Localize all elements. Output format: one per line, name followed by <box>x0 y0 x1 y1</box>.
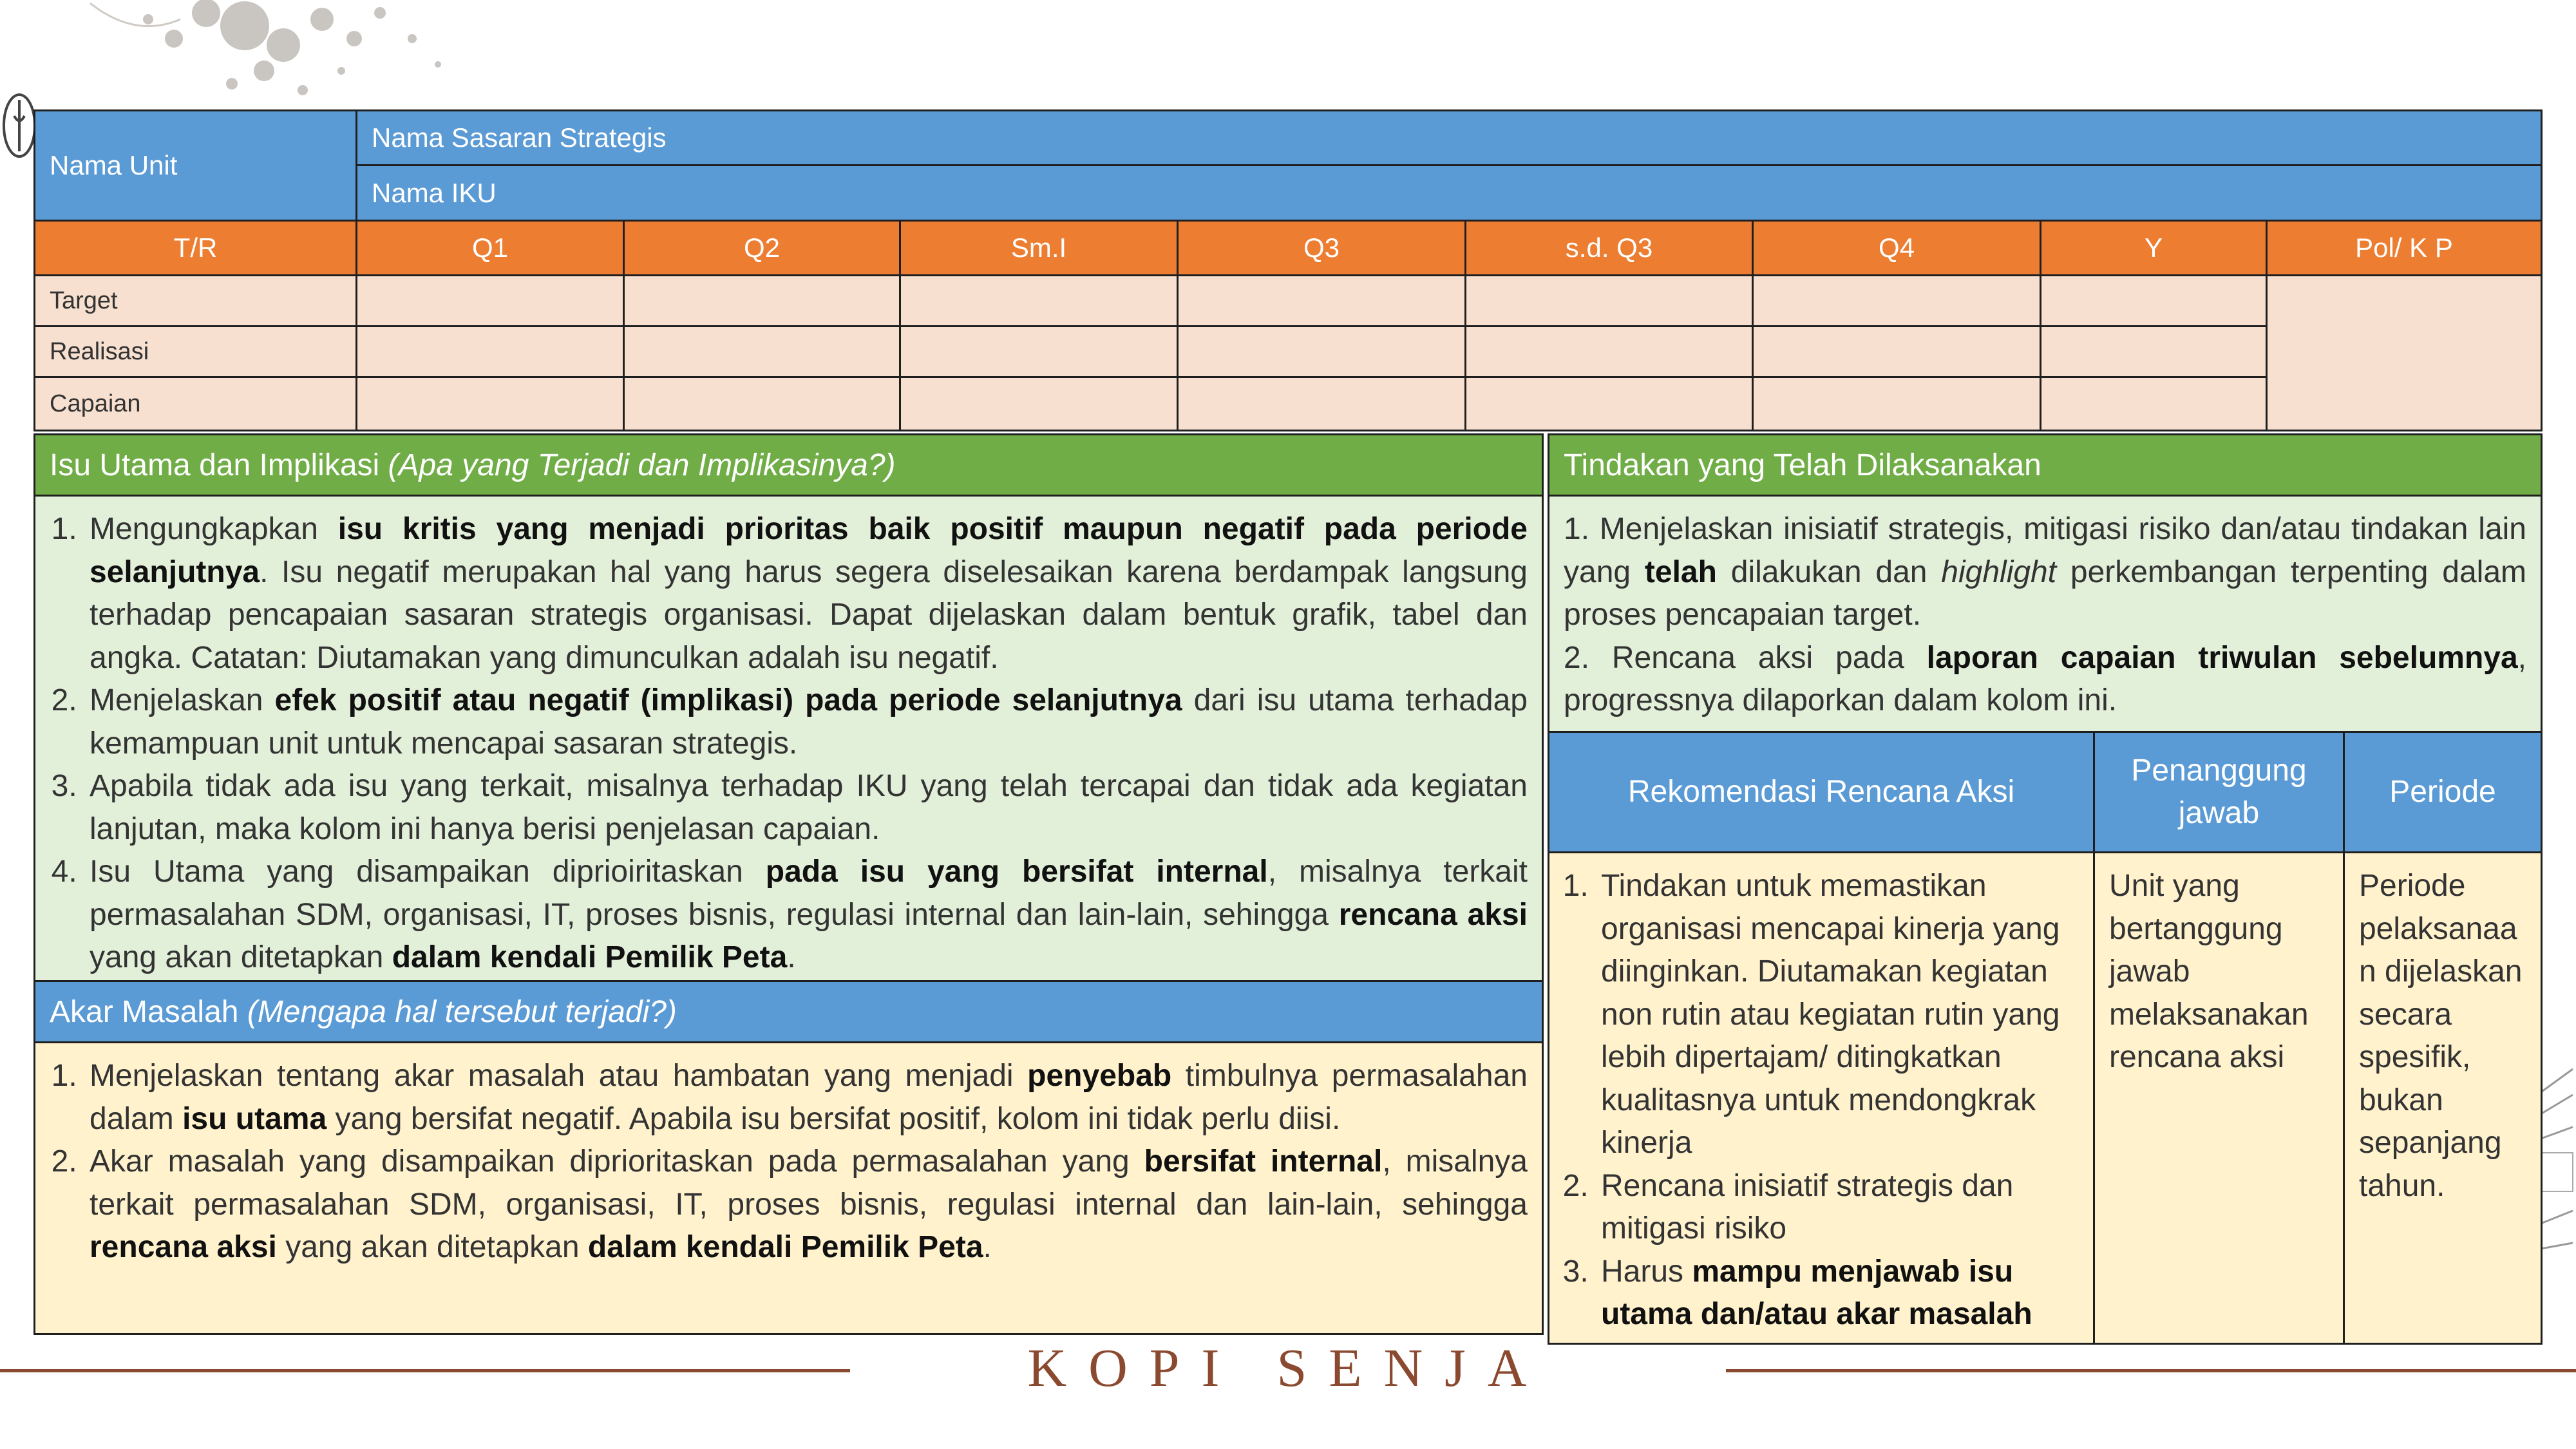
akar-masalah-header <box>33 980 1544 1043</box>
cell-realisasi-q4[interactable] <box>1752 325 2041 378</box>
col-q2: Q2 <box>623 220 901 276</box>
rekomendasi-item-2: 2. Rencana inisiatif strategis dan mitigasi risiko <box>1597 1165 2079 1251</box>
isu-utama-header <box>33 433 1544 497</box>
rekomendasi-item-1: 1. Tindakan untuk memastikan organisasi mencapai kinerja yang diinginkan. Diutamakan kegiatan non rutin atau kegiatan rutin yang lebih dipertajam/ ditingkatkan kualitasnya untuk mendongkrak kinerja <box>1597 865 2079 1165</box>
decorative-splatter <box>77 0 477 109</box>
footer-brand: KOPI SENJA <box>1027 1338 1549 1398</box>
cell-capaian-sm1[interactable] <box>899 376 1179 431</box>
rekomendasi-header: Rekomendasi Rencana Aksi <box>1548 731 2095 853</box>
row-label-realisasi: Realisasi <box>33 325 357 378</box>
rekomendasi-item-3: 3. Harus mampu menjawab isu utama dan/atau akar masalah <box>1597 1251 2079 1336</box>
cell-target-q4[interactable] <box>1752 274 2041 327</box>
col-q4: Q4 <box>1752 220 2041 276</box>
cell-realisasi-sm1[interactable] <box>899 325 1179 378</box>
akar-masalah-title: Akar Masalah <box>50 994 239 1029</box>
col-q1: Q1 <box>355 220 625 276</box>
isu-item-2: 2. Menjelaskan efek positif atau negatif (implikasi) pada periode selanjutnya dari isu utama terhadap kemampuan unit untuk mencapai sasaran strategis. <box>86 679 1528 765</box>
logo-icon <box>0 90 39 161</box>
cell-target-sdq3[interactable] <box>1464 274 1754 327</box>
row-label-capaian: Capaian <box>33 376 357 431</box>
cell-realisasi-y[interactable] <box>2040 325 2268 378</box>
cell-realisasi-q2[interactable] <box>623 325 901 378</box>
isu-item-3: 3. Apabila tidak ada isu yang terkait, misalnya terhadap IKU yang telah tercapai dan tidak ada kegiatan lanjutan, maka kolom ini hanya berisi penjelasan capaian. <box>86 765 1528 851</box>
tindakan-body <box>1548 495 2543 733</box>
isu-item-4: 4. Isu Utama yang disampaikan diprioiritaskan pada isu yang bersifat internal, misalnya terkait permasalahan SDM, organisasi, IT, proses bisnis, regulasi internal dan lain-lain, sehingga rencana aksi yang akan ditetapkan dalam kendali Pemilik Peta. <box>86 851 1528 980</box>
isu-utama-title: Isu Utama dan Implikasi <box>50 448 380 482</box>
isu-utama-body <box>33 495 1544 982</box>
col-q3: Q3 <box>1177 220 1466 276</box>
isu-utama-subtitle: (Apa yang Terjadi dan Implikasinya?) <box>388 448 896 482</box>
nama-iku-cell: Nama IKU <box>355 164 2543 222</box>
cell-realisasi-q3[interactable] <box>1177 325 1466 378</box>
footer-line-left <box>0 1369 850 1372</box>
cell-capaian-y[interactable] <box>2040 376 2268 431</box>
cell-pol-kp[interactable] <box>2266 274 2543 431</box>
cell-capaian-sdq3[interactable] <box>1464 376 1754 431</box>
row-label-target: Target <box>33 274 357 327</box>
tindakan-point-2: 2. Rencana aksi pada laporan capaian triwulan sebelumnya, progressnya dilaporkan dalam kolom ini. <box>1564 640 2527 717</box>
col-pol-kp: Pol/ K P <box>2266 220 2543 276</box>
footer-line-right <box>1726 1369 2576 1372</box>
isu-item-1: 1. Mengungkapkan isu kritis yang menjadi prioritas baik positif maupun negatif pada periode selanjutnya. Isu negatif merupakan hal yang harus segera diselesaikan karena berdampak langsung terhadap pencapaian sasaran strategis organisasi. Dapat dijelaskan dalam bentuk grafik, tabel dan angka. Catatan: Diutamakan yang dimunculkan adalah isu negatif. <box>86 508 1528 679</box>
cell-capaian-q3[interactable] <box>1177 376 1466 431</box>
tindakan-header: Tindakan yang Telah Dilaksanakan <box>1548 433 2543 497</box>
col-sdq3: s.d. Q3 <box>1464 220 1754 276</box>
penanggung-jawab-header: Penanggung jawab <box>2093 731 2345 853</box>
akar-item-2: 2. Akar masalah yang disampaikan diprioritaskan pada permasalahan yang bersifat internal, misalnya terkait permasalahan SDM, organisasi, IT, proses bisnis, regulasi internal dan lain-lain, sehingga rencana aksi yang akan ditetapkan dalam kendali Pemilik Peta. <box>86 1141 1528 1269</box>
akar-masalah-subtitle: (Mengapa hal tersebut terjadi?) <box>247 994 677 1029</box>
cell-target-q2[interactable] <box>623 274 901 327</box>
periode-body: Periode pelaksanaa n dijelaskan secara spesifik, bukan sepanjang tahun. <box>2343 851 2543 1345</box>
tindakan-point-1: 1. Menjelaskan inisiatif strategis, mitigasi risiko dan/atau tindakan lain yang telah dilakukan dan highlight perkembangan terpenting dalam proses pencapaian target. <box>1564 512 2526 632</box>
col-tr: T/R <box>33 220 357 276</box>
rekomendasi-body <box>1548 851 2095 1345</box>
cell-target-y[interactable] <box>2040 274 2268 327</box>
cell-capaian-q4[interactable] <box>1752 376 2041 431</box>
cell-realisasi-q1[interactable] <box>355 325 625 378</box>
akar-masalah-body <box>33 1041 1544 1335</box>
periode-header: Periode <box>2343 731 2543 853</box>
col-y: Y <box>2040 220 2268 276</box>
penanggung-jawab-body: Unit yang bertanggung jawab melaksanakan rencana aksi <box>2093 851 2345 1345</box>
cell-target-q3[interactable] <box>1177 274 1466 327</box>
cell-capaian-q1[interactable] <box>355 376 625 431</box>
nama-sasaran-cell: Nama Sasaran Strategis <box>355 109 2543 166</box>
cell-target-sm1[interactable] <box>899 274 1179 327</box>
cell-capaian-q2[interactable] <box>623 376 901 431</box>
cell-realisasi-sdq3[interactable] <box>1464 325 1754 378</box>
cell-target-q1[interactable] <box>355 274 625 327</box>
akar-item-1: 1. Menjelaskan tentang akar masalah atau hambatan yang menjadi penyebab timbulnya permasalahan dalam isu utama yang bersifat negatif. Apabila isu bersifat positif, kolom ini tidak perlu diisi. <box>86 1055 1528 1141</box>
nama-unit-cell: Nama Unit <box>33 109 357 222</box>
col-sm1: Sm.I <box>899 220 1179 276</box>
